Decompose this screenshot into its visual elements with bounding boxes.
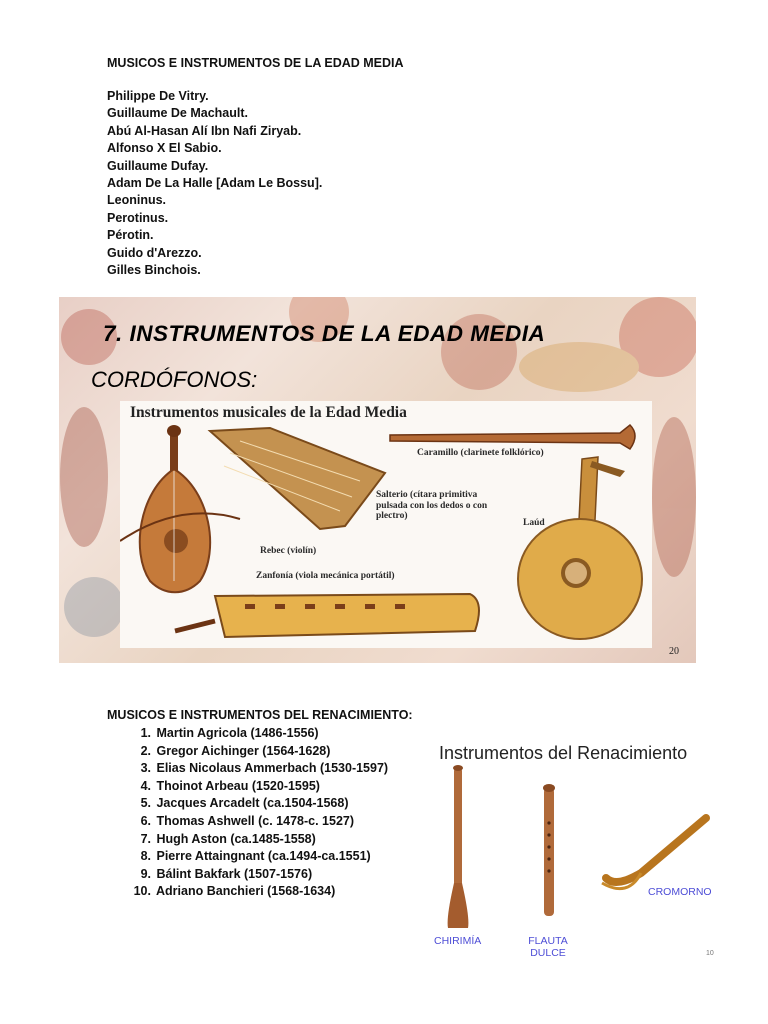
flauta-dulce-label: FLAUTA DULCE — [528, 935, 568, 959]
zanfonia-icon — [175, 594, 479, 637]
list-item: 1. Martin Agricola (1486-1556) — [140, 726, 319, 740]
list-item: Guido d'Arezzo. — [107, 245, 202, 260]
salterio-caption: Salterio (cítara primitiva pulsada con los dedos o con plectro) — [376, 490, 488, 521]
instruments-panel — [120, 401, 652, 648]
list-item: 7. Hugh Aston (ca.1485-1558) — [140, 831, 316, 846]
list-item: Guillaume De Machault. — [107, 106, 249, 121]
renaissance-composer-list — [125, 725, 388, 901]
list-item: 9. Bálint Bakfark (1507-1576) — [140, 866, 313, 881]
medieval-instruments-slide — [59, 297, 696, 663]
list-item: Gilles Binchois. — [107, 262, 201, 277]
list-item: 6. Thomas Ashwell (c. 1478-c. 1527) — [140, 813, 355, 828]
rebec-caption: Rebec (violín) — [260, 546, 317, 556]
list-item: 10. Adriano Banchieri (1568-1634) — [133, 884, 336, 899]
list-item: Perotinus. — [107, 210, 169, 225]
zanfonia-caption: Zanfonía (viola mecánica portátil) — [256, 571, 395, 581]
instrument-drawings — [120, 401, 652, 648]
caramillo-caption: Caramillo (clarinete folklórico) — [417, 448, 544, 458]
renaissance-instruments-image — [416, 733, 734, 968]
list-item: Guillaume Dufay. — [107, 158, 209, 173]
renaissance-drawings — [416, 733, 734, 968]
laud-caption: Laúd — [523, 518, 545, 528]
list-item: 3. Elias Nicolaus Ammerbach (1530-1597) — [140, 761, 389, 776]
list-item: Pérotin. — [107, 228, 154, 243]
medieval-composer-list — [107, 88, 322, 279]
list-item: Alfonso X El Sabio. — [107, 141, 222, 156]
cromorno-label: CROMORNO — [648, 886, 712, 898]
section-heading-medieval: MUSICOS E INSTRUMENTOS DE LA EDAD MEDIA — [107, 56, 404, 70]
renaissance-image-title: Instrumentos del Renacimiento — [439, 743, 688, 763]
panel-title: Instrumentos musicales de la Edad Media — [130, 404, 407, 421]
list-item: 4. Thoinot Arbeau (1520-1595) — [140, 778, 320, 793]
list-item: 8. Pierre Attaingnant (ca.1494-ca.1551) — [140, 849, 371, 864]
slide-page-number: 20 — [669, 646, 679, 657]
slide-subtitle: CORDÓFONOS: — [91, 367, 258, 392]
renaissance-image-page-number: 10 — [706, 950, 714, 957]
caramillo-icon — [390, 425, 635, 449]
list-item: Abú Al-Hasan Alí Ibn Nafi Ziryab. — [107, 123, 302, 138]
section-heading-renaissance: MUSICOS E INSTRUMENTOS DEL RENACIMIENTO: — [107, 708, 413, 722]
list-item: Adam De La Halle [Adam Le Bossu]. — [107, 175, 323, 190]
chirimia-label: CHIRIMÍA — [434, 935, 482, 947]
slide-title: 7. INSTRUMENTOS DE LA EDAD MEDIA — [103, 321, 546, 346]
list-item: 5. Jacques Arcadelt (ca.1504-1568) — [140, 796, 349, 811]
salterio-icon — [210, 428, 385, 529]
list-item: Leoninus. — [107, 193, 167, 208]
flauta-dulce-icon — [543, 784, 555, 916]
rebec-icon — [120, 425, 240, 592]
laud-icon — [518, 457, 642, 639]
list-item: 2. Gregor Aichinger (1564-1628) — [140, 743, 331, 758]
list-item: Philippe De Vitry. — [107, 89, 209, 103]
cromorno-icon — [602, 818, 706, 889]
chirimia-icon — [448, 765, 469, 928]
